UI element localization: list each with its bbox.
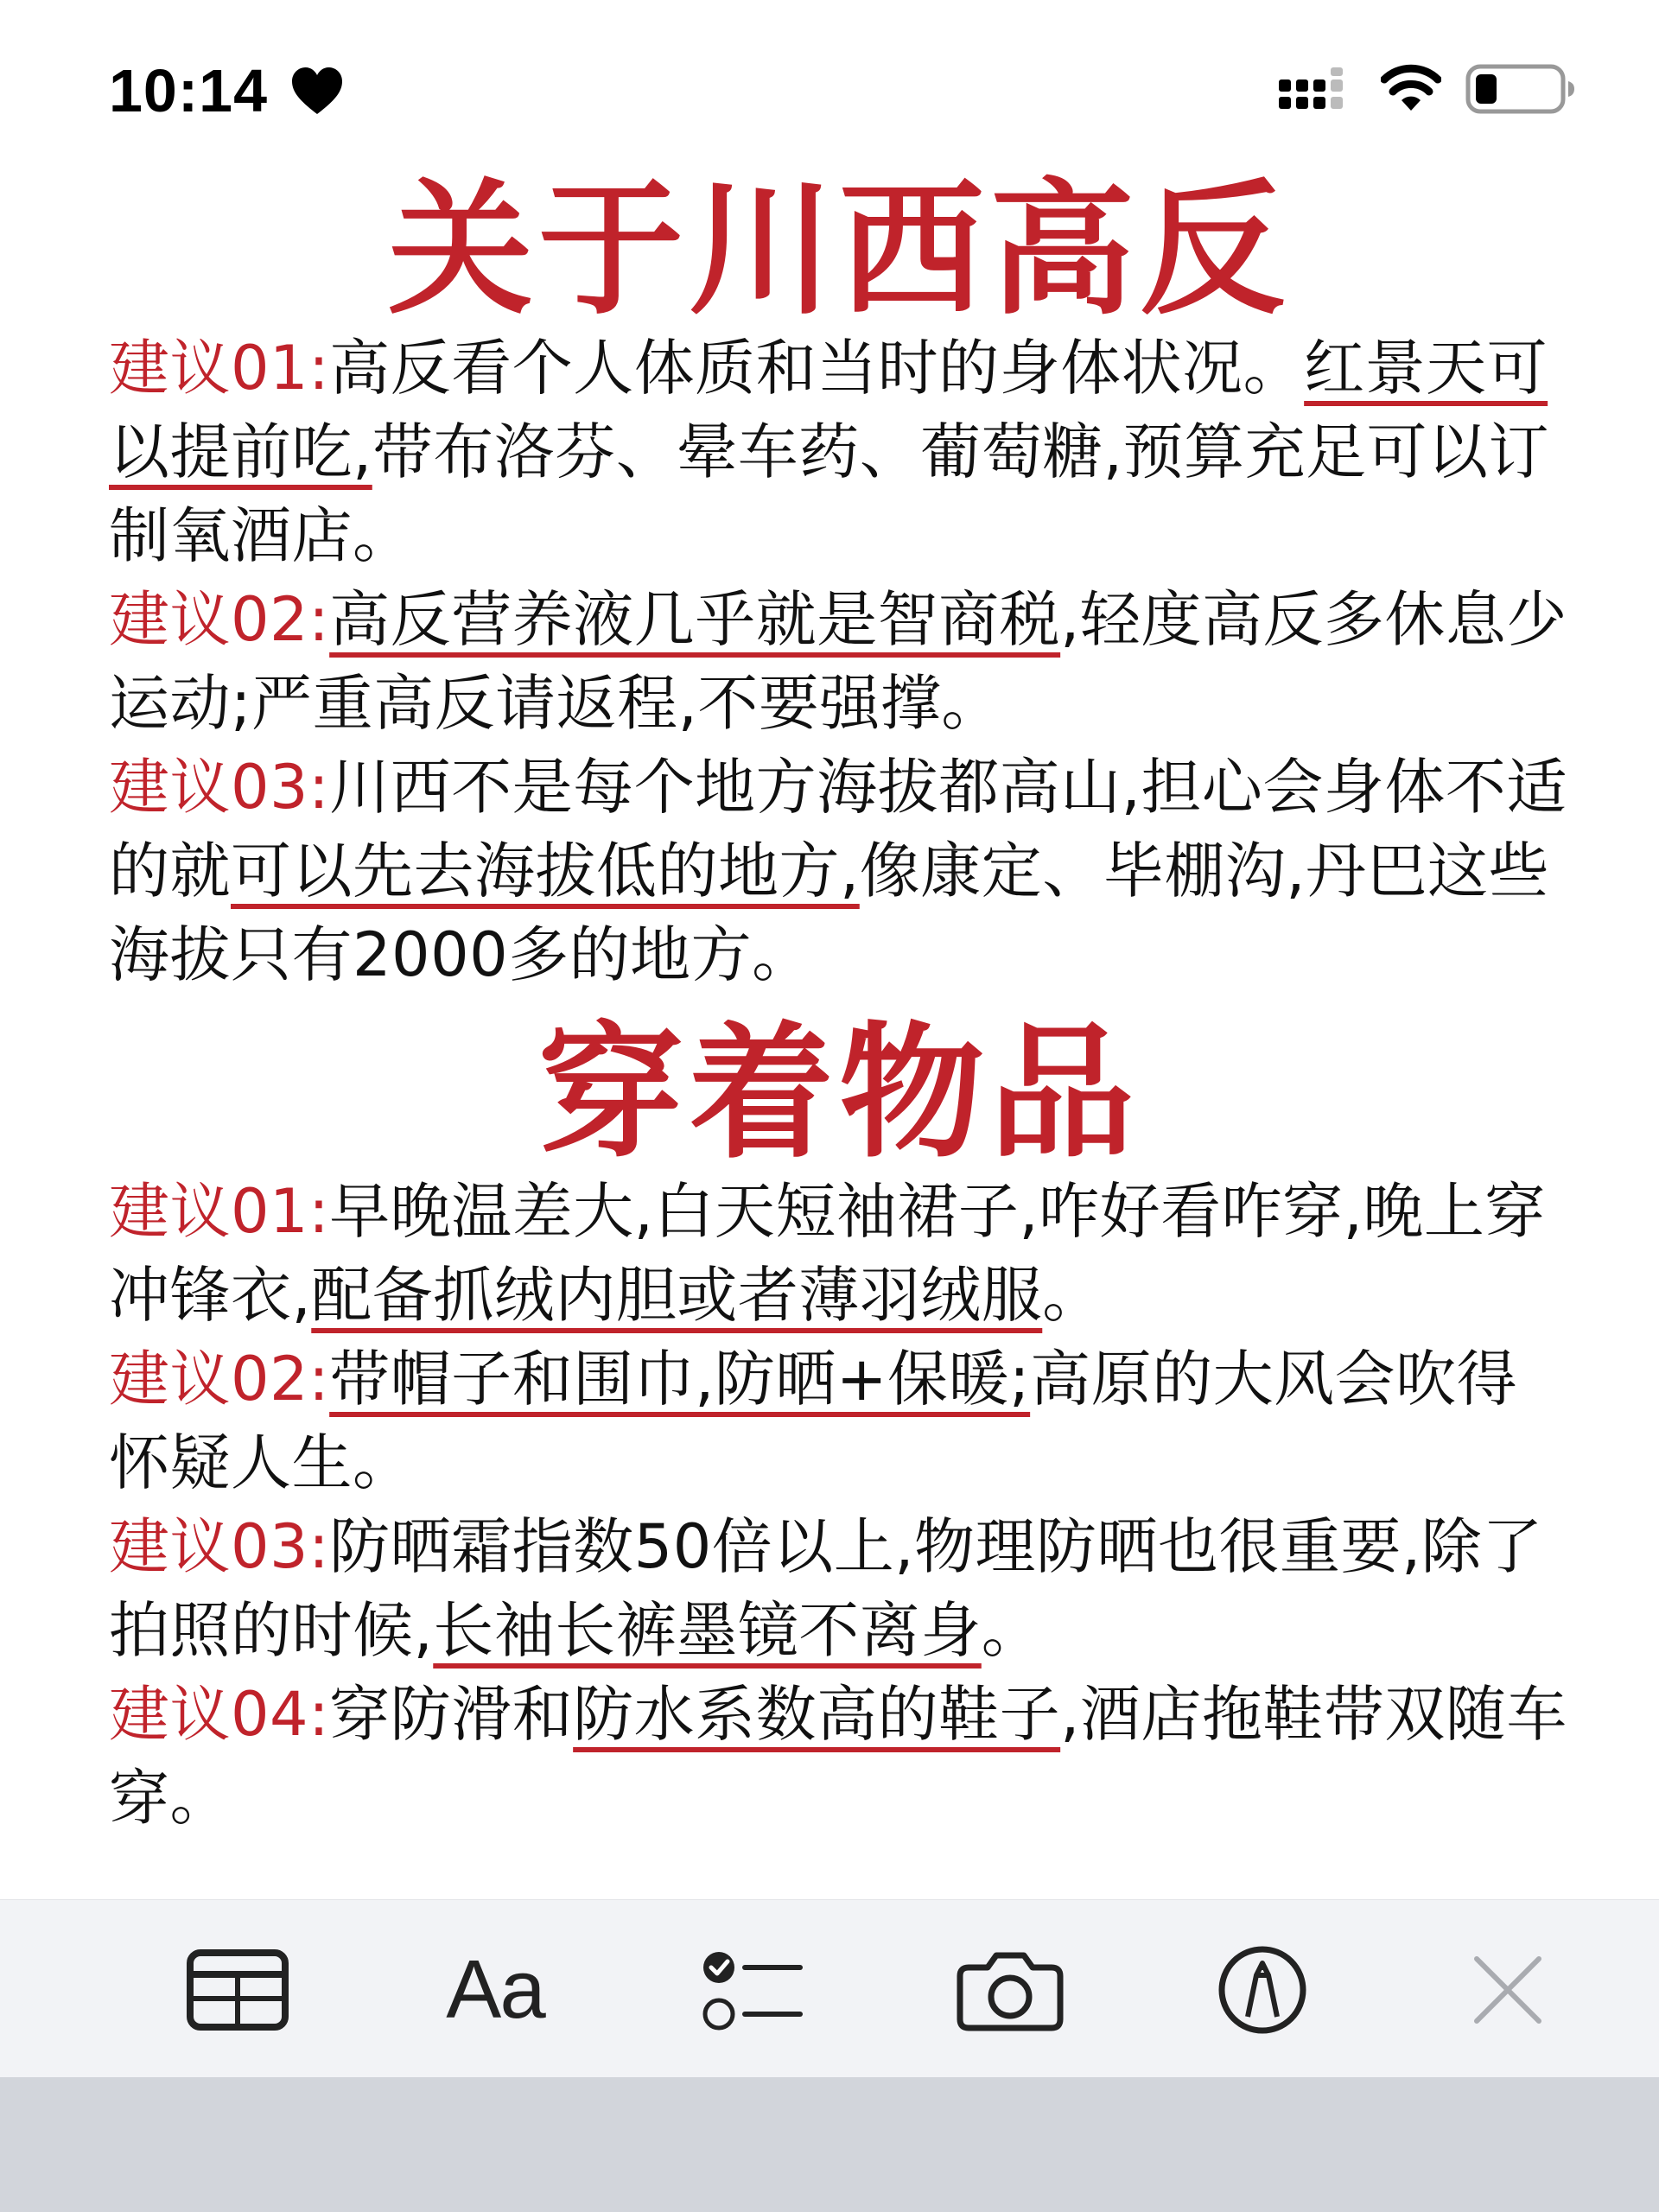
tip-label: 建议02:	[109, 1344, 330, 1414]
status-bar	[0, 0, 1659, 156]
tip-label: 建议03:	[109, 752, 330, 823]
tip-label: 建议02:	[109, 584, 330, 655]
close-icon	[1471, 1954, 1544, 2026]
body-text: 防晒霜指数50倍以上,物理防晒也很重要,除了拍照的时候,	[109, 1511, 1543, 1666]
underlined-text: 可以先去海拔低的地方,	[231, 836, 860, 906]
wifi-icon	[1381, 60, 1441, 114]
underlined-text: 红景天可以提前吃,	[109, 333, 1548, 487]
body-text: 高原的大风会吹得怀疑人生。	[109, 1344, 1518, 1498]
text-format-icon: Aa	[446, 1943, 544, 2036]
tip-label: 建议03:	[109, 1511, 330, 1582]
body-text: 。	[1042, 1260, 1103, 1331]
heart-icon	[290, 66, 344, 116]
body-text: ,酒店拖鞋带双随车穿。	[109, 1679, 1567, 1834]
markup-icon	[1217, 1944, 1308, 2036]
tip-paragraph	[109, 1505, 1569, 1673]
tip-paragraph	[109, 1673, 1569, 1840]
markup-button[interactable]	[1206, 1940, 1319, 2040]
tip-label: 建议01:	[109, 1176, 330, 1247]
checklist-icon	[702, 1945, 804, 2035]
tip-paragraph	[109, 1170, 1569, 1338]
body-text: 川西不是每个地方海拔都高山,担心会身体不适的就	[109, 752, 1567, 906]
underlined-text: 防水系数高的鞋子	[573, 1679, 1061, 1750]
tip-paragraph	[109, 1338, 1569, 1505]
body-text: ,轻度高反多休息少运动;严重高反请返程,不要强撑。	[109, 584, 1567, 739]
body-text: 穿防滑和	[329, 1679, 574, 1750]
tip-label: 建议01:	[109, 333, 330, 404]
note-content[interactable]	[109, 165, 1569, 1840]
checklist-button[interactable]	[696, 1940, 809, 2040]
body-text: 早晚温差大,白天短袖裙子,咋好看咋穿,晚上穿冲锋衣,	[109, 1176, 1546, 1331]
camera-button[interactable]	[954, 1940, 1066, 2040]
battery-icon	[1465, 62, 1576, 116]
status-time: 10:14	[109, 57, 269, 124]
close-toolbar-button[interactable]	[1452, 1940, 1564, 2040]
tip-paragraph	[109, 746, 1569, 997]
table-icon	[186, 1948, 289, 2031]
underlined-text: 高反营养液几乎就是智商税	[329, 584, 1061, 655]
formatting-toolbar	[0, 1899, 1659, 2077]
body-text: 像康定、毕棚沟,丹巴这些海拔只有2000多的地方。	[109, 836, 1550, 990]
underlined-text: 配备抓绒内胆或者薄羽绒服	[311, 1260, 1043, 1331]
section-title: 穿着物品	[538, 1008, 1140, 1178]
underlined-text: 带帽子和围巾,防晒+保暖;	[329, 1344, 1031, 1414]
body-text: 带布洛芬、晕车药、葡萄糖,预算充足可以订制氧酒店。	[109, 416, 1550, 571]
tip-label: 建议04:	[109, 1679, 330, 1750]
underlined-text: 长袖长裤墨镜不离身	[433, 1595, 982, 1666]
camera-icon	[957, 1948, 1064, 2031]
body-text: 。	[981, 1595, 1043, 1666]
section-title: 关于川西高反	[388, 165, 1290, 334]
keyboard-area	[0, 2077, 1659, 2212]
table-button[interactable]	[181, 1940, 294, 2040]
body-text: 高反看个人体质和当时的身体状况。	[329, 333, 1305, 404]
tip-paragraph	[109, 327, 1569, 578]
text-format-button[interactable]	[439, 1940, 551, 2040]
tip-paragraph	[109, 578, 1569, 746]
cellular-signal-icon	[1277, 67, 1350, 114]
